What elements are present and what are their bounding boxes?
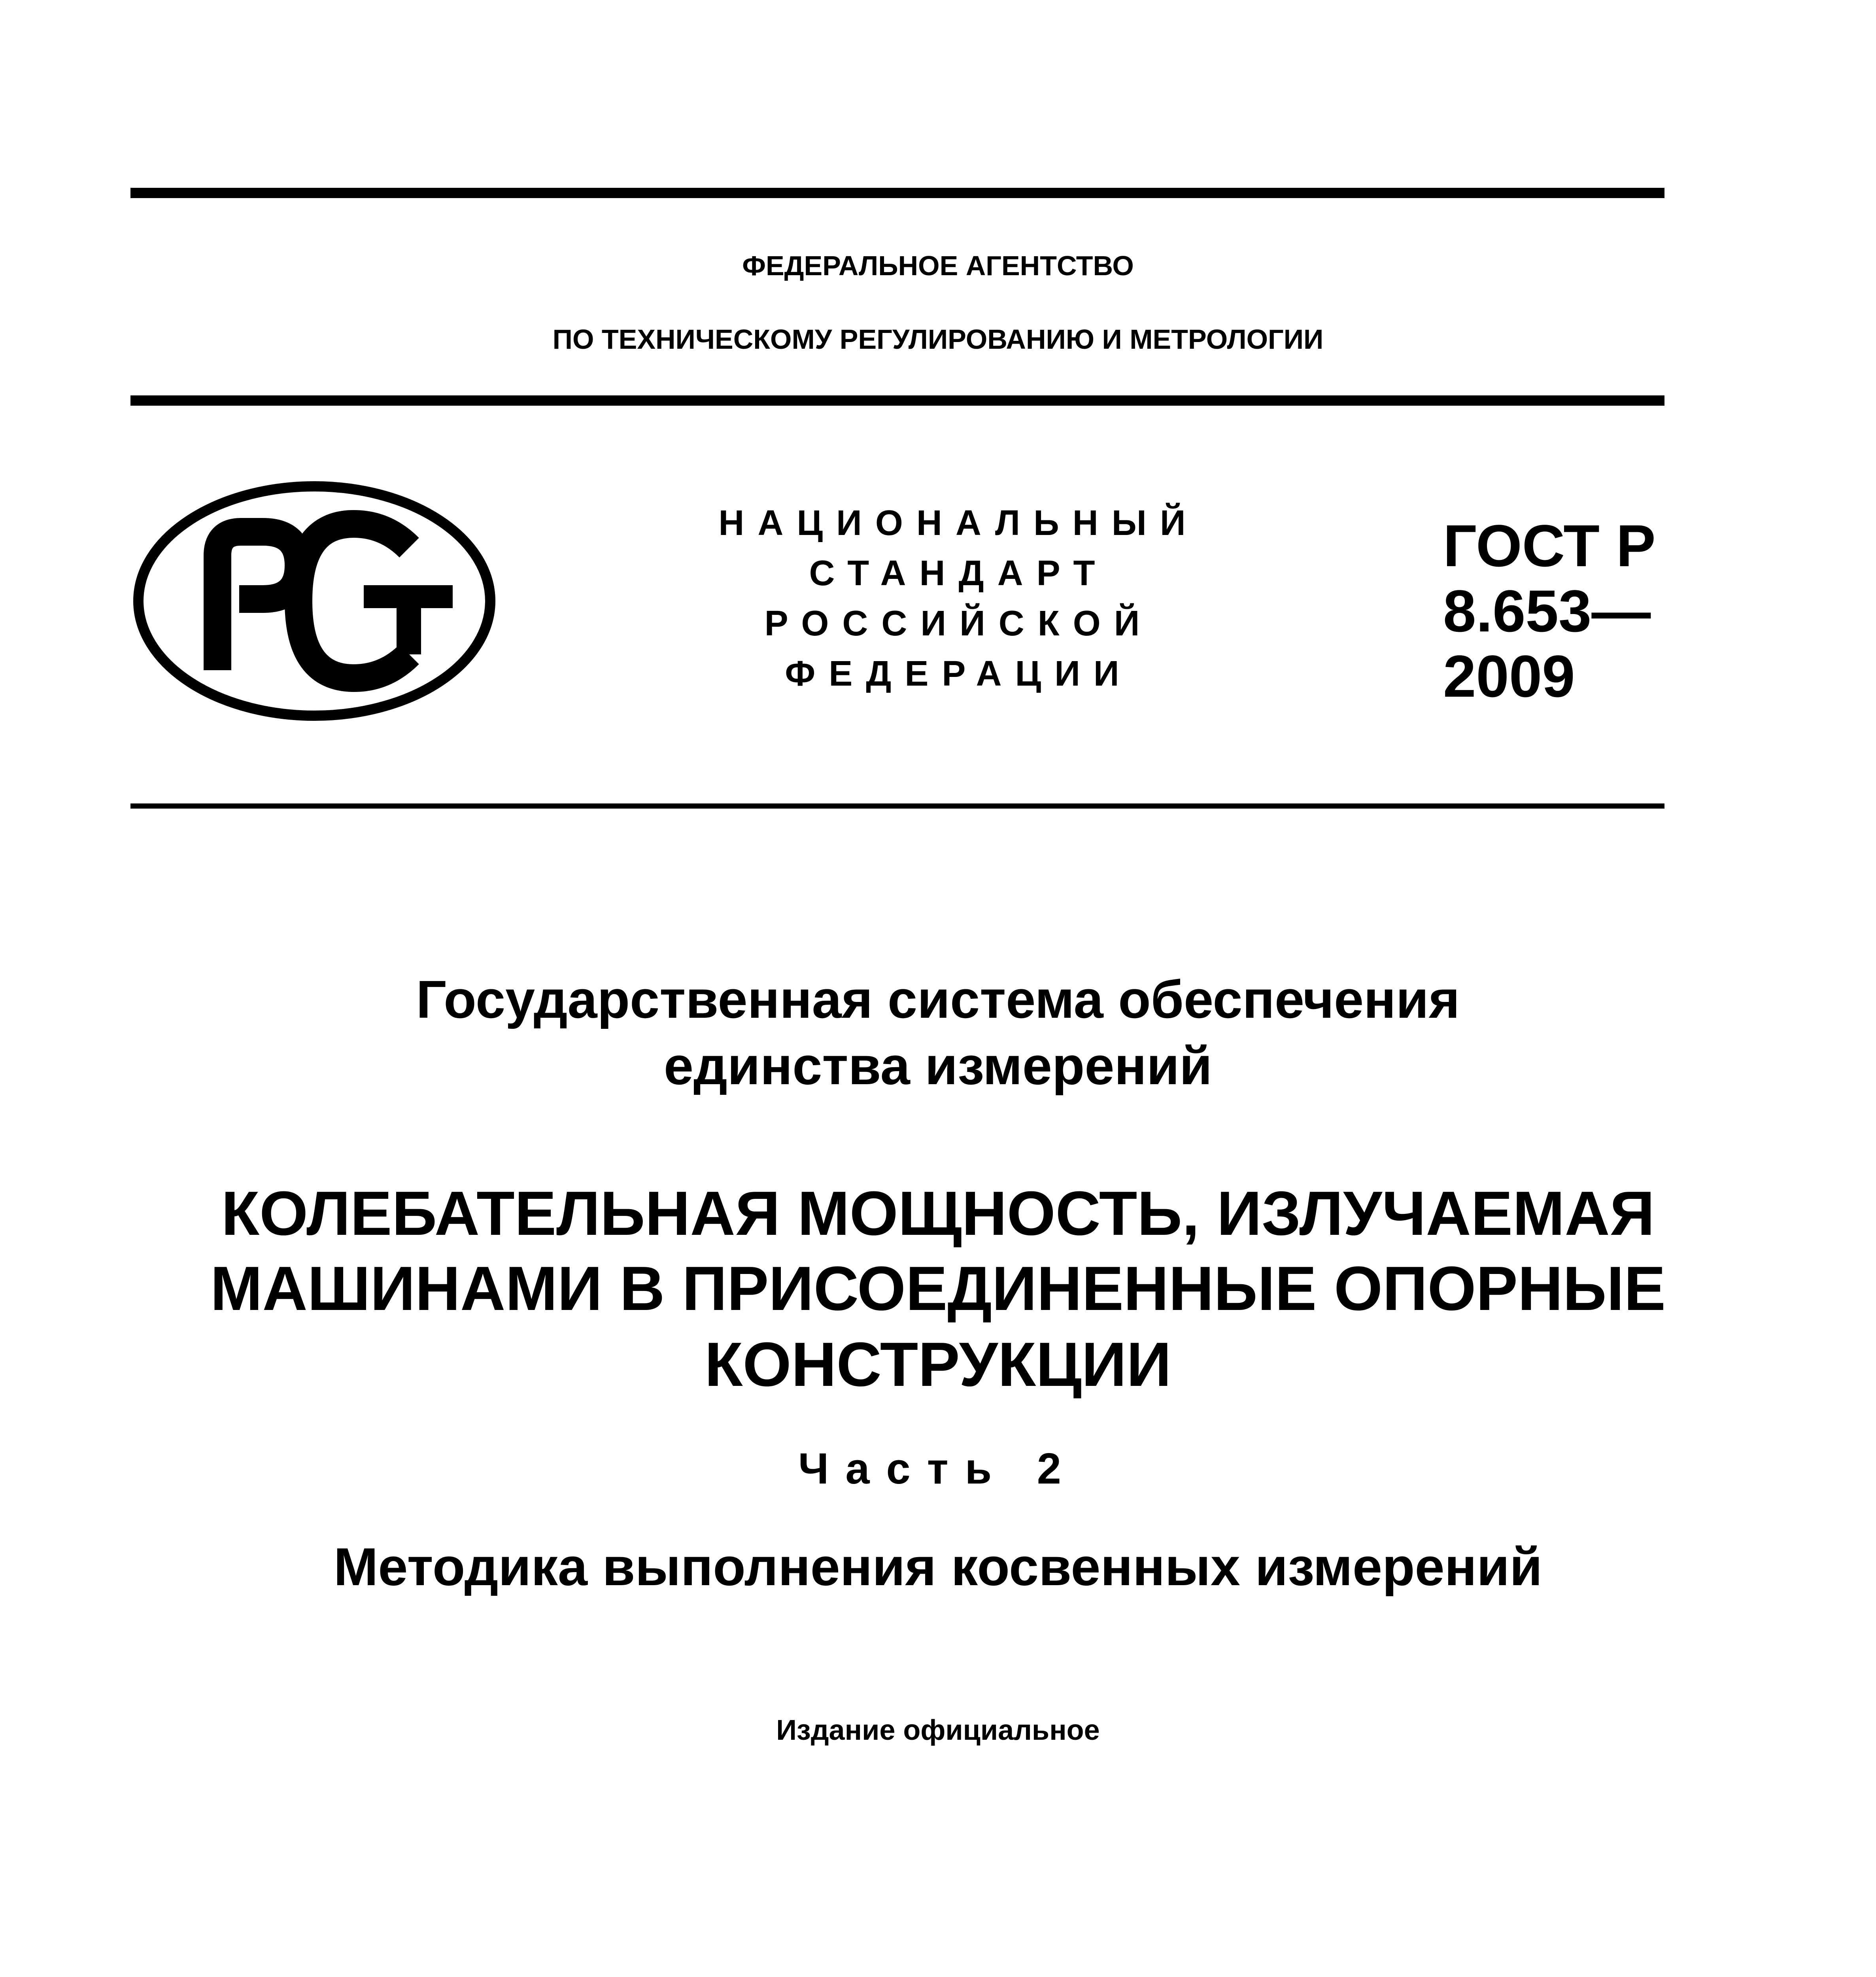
- rst-logo-icon: [132, 480, 496, 722]
- agency-line-2: ПО ТЕХНИЧЕСКОМУ РЕГУЛИРОВАНИЮ И МЕТРОЛОГИИ: [552, 324, 1324, 355]
- gost-number-line-2: 8.653—: [1443, 578, 1651, 644]
- logo-section-rule: [130, 803, 1664, 809]
- standard-label-line-1: НАЦИОНАЛЬНЫЙ: [718, 503, 1199, 543]
- subtitle-line-2: единства измерений: [663, 1036, 1213, 1096]
- top-rule: [130, 188, 1664, 198]
- gost-number-line-1: ГОСТ Р: [1443, 512, 1656, 579]
- title-line-2: МАШИНАМИ В ПРИСОЕДИНЕННЫЕ ОПОРНЫЕ: [210, 1254, 1666, 1323]
- title-line-3: КОНСТРУКЦИИ: [705, 1330, 1171, 1399]
- edition-note: Издание официальное: [776, 1714, 1100, 1746]
- standard-label-line-3: РОССИЙСКОЙ: [764, 604, 1153, 643]
- part-number: Часть 2: [798, 1444, 1078, 1493]
- agency-line-1: ФЕДЕРАЛЬНОЕ АГЕНТСТВО: [742, 250, 1134, 281]
- standard-label-line-2: СТАНДАРТ: [809, 554, 1109, 593]
- standard-label-line-4: ФЕДЕРАЦИИ: [785, 654, 1133, 694]
- subtitle-line-1: Государственная система обеспечения: [416, 970, 1460, 1029]
- gost-number-line-3: 2009: [1443, 643, 1575, 709]
- method-title: Методика выполнения косвенных измерений: [333, 1537, 1543, 1597]
- header-bottom-rule: [130, 395, 1664, 406]
- title-line-1: КОЛЕБАТЕЛЬНАЯ МОЩНОСТЬ, ИЗЛУЧАЕМАЯ: [221, 1179, 1655, 1248]
